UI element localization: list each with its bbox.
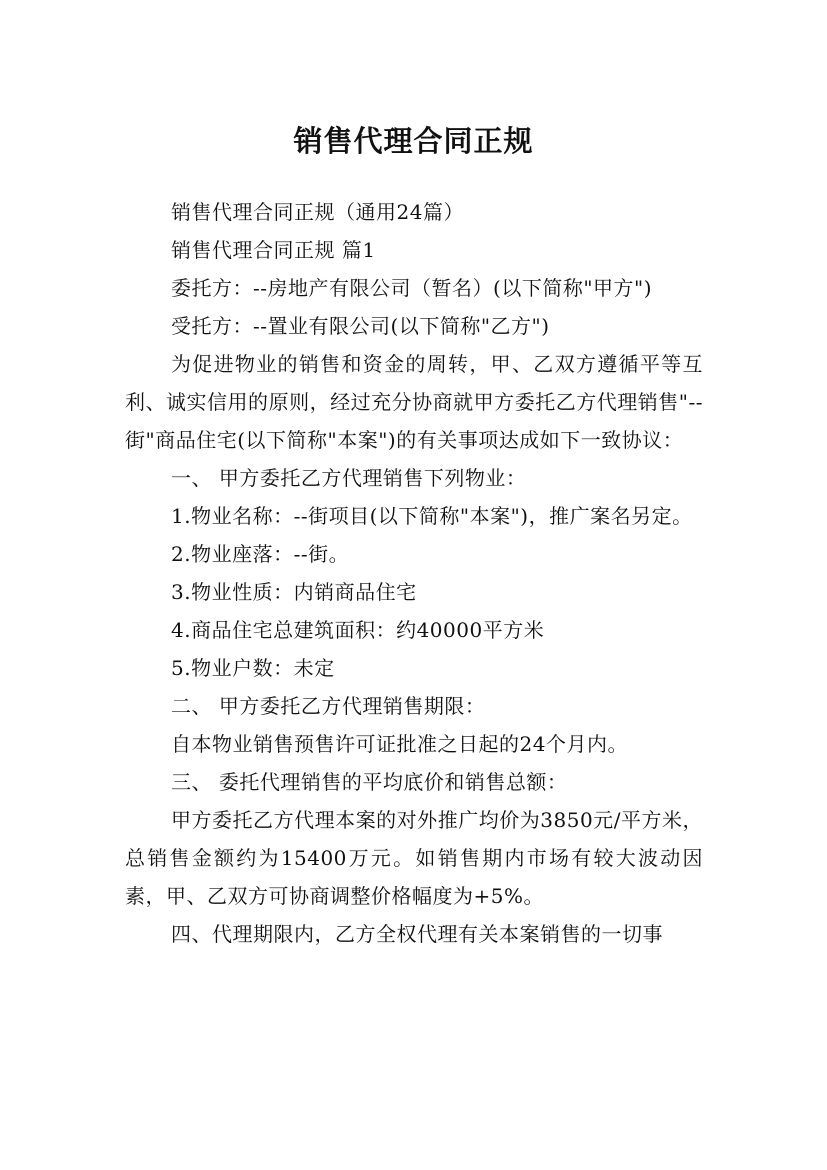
paragraph-property-name: 1.物业名称：--街项目(以下简称"本案")，推广案名另定。: [171, 504, 693, 528]
paragraph-clause-3-price: 甲方委托乙方代理本案的对外推广均价为3850元/平方米，总销售金额约为15400万元。如销售期内市场有较大波动因素，甲、乙双方可协商调整价格幅度为+5%。: [125, 808, 703, 908]
paragraph-subtitle: 销售代理合同正规（通用24篇）: [171, 200, 464, 224]
paragraph-preamble: 为促进物业的销售和资金的周转，甲、乙双方遵循平等互利、诚实信用的原则，经过充分协商就甲方委托乙方代理销售"--街"商品住宅(以下简称"本案")的有关事项达成如下一致协议：: [125, 352, 703, 452]
paragraph-clause-4: 四、代理期限内，乙方全权代理有关本案销售的一切事: [171, 922, 663, 946]
paragraph-section-heading: 销售代理合同正规 篇1: [171, 238, 376, 262]
paragraph-clause-2-term: 自本物业销售预售许可证批准之日起的24个月内。: [171, 732, 628, 756]
document-body: [125, 193, 703, 953]
paragraph-clause-1-heading: 一、 甲方委托乙方代理销售下列物业：: [171, 466, 527, 490]
paragraph-principal: 委托方：--房地产有限公司（暂名）(以下简称"甲方"): [171, 276, 653, 300]
paragraph-property-location: 2.物业座落：--街。: [171, 542, 350, 566]
document-title: 销售代理合同正规: [293, 124, 534, 159]
paragraph-clause-2-heading: 二、 甲方委托乙方代理销售期限：: [171, 694, 486, 718]
paragraph-property-units: 5.物业户数：未定: [171, 656, 335, 680]
paragraph-clause-3-heading: 三、 委托代理销售的平均底价和销售总额：: [171, 770, 568, 794]
paragraph-property-nature: 3.物业性质：内销商品住宅: [171, 580, 417, 604]
paragraph-agent: 受托方：--置业有限公司(以下简称"乙方"): [171, 314, 550, 338]
paragraph-property-area: 4.商品住宅总建筑面积：约40000平方米: [171, 618, 545, 642]
